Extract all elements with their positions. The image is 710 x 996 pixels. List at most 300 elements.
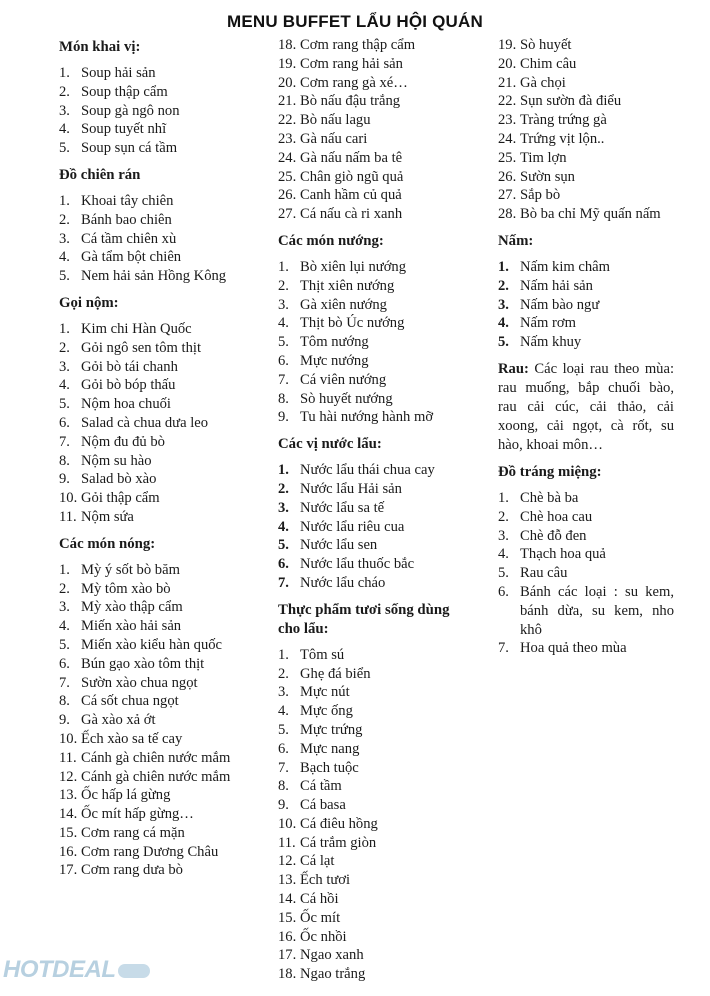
menu-item (498, 36, 674, 55)
item-name: Hoa quả theo mùa (520, 640, 627, 657)
menu-item (278, 777, 456, 796)
item-name: Soup sụn cá tầm (81, 140, 178, 157)
section-heading: Đồ chiên rán (59, 166, 141, 183)
item-name: Mỳ xào thập cẩm (81, 599, 183, 616)
menu-item (59, 64, 235, 83)
item-name: Nộm hoa chuối (81, 396, 171, 413)
menu-item (59, 711, 235, 730)
item-number: 10. (278, 815, 297, 832)
item-name: Nước lẩu riêu cua (300, 518, 405, 535)
item-name: Nước lẩu thuốc bắc (300, 556, 415, 573)
item-name: Cá lạt (300, 853, 335, 870)
item-number: 27. (498, 187, 517, 204)
section-heading: Các món nóng: (59, 535, 156, 552)
menu-item (278, 74, 456, 93)
menu-column-2 (278, 36, 456, 984)
item-number: 1. (59, 320, 70, 337)
menu-item (278, 111, 456, 130)
item-number: 6. (498, 583, 509, 600)
item-name: Miến xào hải sản (81, 618, 182, 635)
menu-list (278, 258, 456, 427)
item-number: 13. (59, 787, 78, 804)
menu-item (59, 617, 235, 636)
menu-item (278, 721, 456, 740)
item-name: Chè bà ba (520, 489, 579, 506)
item-number: 6. (278, 740, 289, 757)
menu-item (59, 248, 235, 267)
item-number: 18. (278, 966, 297, 983)
menu-item (59, 824, 235, 843)
item-number: 1. (278, 258, 289, 275)
item-number: 9. (59, 471, 70, 488)
item-name: Cá điêu hồng (300, 815, 378, 832)
item-number: 2. (498, 277, 509, 294)
item-number: 3. (59, 230, 70, 247)
item-name: Cá hồi (300, 891, 339, 908)
item-number: 1. (278, 462, 289, 479)
item-name: Cá tầm (300, 778, 342, 795)
menu-item (278, 965, 456, 984)
item-name: Chim câu (520, 55, 577, 72)
item-number: 7. (59, 433, 70, 450)
item-name: Cá sốt chua ngọt (81, 693, 179, 710)
item-name: Cánh gà chiên nước mắm (81, 749, 231, 766)
item-name: Ốc mít (300, 909, 341, 926)
rau-text: Các loại rau theo mùa: rau muống, bắp chuối bào, rau cải cúc, cải thảo, cải xoong, cải ngọt, cà rốt, su hào, khoai môn… (498, 360, 675, 453)
item-name: Mực nướng (300, 352, 369, 369)
item-name: Gà xào xả ớt (81, 712, 156, 729)
menu-item (59, 470, 235, 489)
menu-item (278, 796, 456, 815)
menu-item (278, 665, 456, 684)
item-number: 11. (59, 749, 77, 766)
menu-item (59, 805, 235, 824)
item-name: Nước lẩu cháo (300, 574, 386, 591)
item-number: 3. (59, 358, 70, 375)
item-number: 1. (498, 489, 509, 506)
menu-item (278, 740, 456, 759)
menu-item (278, 499, 456, 518)
item-number: 13. (278, 872, 297, 889)
item-name: Ngao trắng (300, 966, 366, 983)
item-name: Thạch hoa quả (520, 546, 606, 563)
item-name: Mực trứng (300, 721, 363, 738)
item-number: 10. (59, 490, 78, 507)
section-heading: Các vị nước lẩu: (278, 436, 382, 453)
menu-item (278, 92, 456, 111)
menu-item (59, 768, 235, 787)
item-name: Nước lẩu thái chua cay (300, 462, 435, 479)
menu-item (498, 564, 674, 583)
menu-item (59, 395, 235, 414)
item-name: Chè đỗ đen (520, 527, 587, 544)
item-name: Sụn sườn đà điểu (520, 93, 622, 110)
item-number: 11. (278, 834, 296, 851)
item-number: 18. (278, 37, 297, 53)
item-name: Chân giò ngũ quả (300, 168, 404, 185)
item-number: 7. (278, 759, 289, 776)
menu-item (278, 36, 456, 55)
item-number: 23. (278, 130, 297, 147)
item-number: 22. (498, 93, 517, 110)
item-number: 19. (498, 37, 517, 53)
menu-item (278, 928, 456, 947)
menu-item (278, 909, 456, 928)
menu-item (278, 536, 456, 555)
item-name: Sò huyết nướng (300, 390, 393, 407)
item-name: Nộm su hào (81, 452, 152, 469)
menu-item (59, 433, 235, 452)
item-name: Rau câu (520, 565, 568, 582)
item-number: 11. (59, 508, 77, 525)
item-number: 2. (59, 211, 70, 228)
item-number: 19. (278, 55, 297, 72)
item-name: Ếch tươi (300, 872, 351, 889)
item-name: Mực ống (300, 703, 353, 720)
menu-item (278, 277, 456, 296)
item-name: Cá nấu cà ri xanh (300, 206, 403, 223)
item-name: Sườn sụn (520, 168, 575, 185)
section-heading: Các món nướng: (278, 232, 384, 249)
item-name: Nấm kim châm (520, 258, 610, 275)
rau-label: Rau: (498, 360, 529, 377)
item-number: 2. (498, 508, 509, 525)
menu-item (278, 296, 456, 315)
item-name: Cơm rang cá mặn (81, 824, 185, 841)
menu-item (59, 414, 235, 433)
menu-item (498, 489, 674, 508)
item-name: Nộm đu đủ bò (81, 433, 165, 450)
item-number: 8. (59, 693, 70, 710)
item-number: 5. (59, 636, 70, 653)
item-name: Bánh bao chiên (81, 211, 172, 228)
menu-list (59, 64, 235, 158)
item-name: Miến xào kiểu hàn quốc (81, 636, 223, 653)
menu-item (498, 639, 674, 658)
item-name: Soup hải sản (81, 65, 156, 81)
item-number: 20. (498, 55, 517, 72)
menu-item (278, 130, 456, 149)
item-number: 5. (59, 396, 70, 413)
item-number: 6. (59, 655, 70, 672)
item-name: Canh hầm củ quả (300, 187, 402, 204)
item-number: 15. (59, 824, 78, 841)
menu-item (59, 452, 235, 471)
item-number: 5. (498, 565, 509, 582)
item-number: 3. (59, 599, 70, 616)
item-name: Nấm khuy (520, 334, 582, 351)
item-name: Cá trắm giòn (300, 834, 377, 851)
item-name: Cơm rang hải sản (300, 55, 403, 72)
item-number: 4. (498, 546, 509, 563)
item-name: Salad cà chua dưa leo (81, 414, 209, 431)
item-name: Cá tầm chiên xù (81, 230, 177, 247)
item-number: 12. (278, 853, 297, 870)
item-number: 5. (278, 537, 289, 554)
menu-item (59, 786, 235, 805)
menu-item (498, 186, 674, 205)
item-number: 4. (278, 315, 289, 332)
item-name: Cơm rang gà xé… (300, 74, 408, 91)
item-number: 4. (59, 377, 70, 394)
menu-item (59, 192, 235, 211)
menu-item (278, 314, 456, 333)
menu-title: MENU BUFFET LẨU HỘI QUÁN (226, 12, 483, 31)
item-name: Gà nấu cari (300, 130, 368, 147)
item-number: 10. (59, 730, 78, 747)
item-name: Mực nang (300, 740, 360, 757)
menu-item (59, 489, 235, 508)
item-name: Soup gà ngô non (81, 102, 180, 119)
item-number: 6. (278, 556, 289, 573)
item-name: Chè hoa cau (520, 508, 593, 525)
menu-item (498, 130, 674, 149)
item-number: 24. (278, 149, 297, 166)
menu-item (498, 92, 674, 111)
item-number: 9. (59, 712, 70, 729)
item-name: Nước lẩu sen (300, 537, 378, 554)
item-number: 16. (278, 928, 297, 945)
item-name: Bò xiên lụi nướng (300, 258, 407, 275)
item-number: 7. (59, 674, 70, 691)
item-number: 15. (278, 909, 297, 926)
menu-item (59, 843, 235, 862)
item-name: Gà chọi (520, 74, 566, 91)
menu-item (59, 376, 235, 395)
menu-item (498, 296, 674, 315)
item-name: Mỳ tôm xào bò (81, 580, 171, 597)
menu-item (278, 815, 456, 834)
item-name: Nước lẩu sa tế (300, 499, 385, 516)
menu-item (278, 205, 456, 224)
item-name: Bánh các loại : su kem, bánh dừa, su kem, nho khô (520, 583, 674, 638)
item-name: Cá viên nướng (300, 371, 387, 388)
item-number: 17. (278, 947, 297, 964)
item-number: 4. (59, 618, 70, 635)
menu-item (278, 683, 456, 702)
menu-item (278, 574, 456, 593)
item-name: Bò ba chỉ Mỹ quấn nấm (520, 206, 661, 223)
item-number: 8. (278, 778, 289, 795)
item-name: Trứng vịt lộn.. (520, 130, 605, 147)
item-name: Sò huyết (520, 37, 572, 53)
menu-item (278, 646, 456, 665)
menu-item (59, 102, 235, 121)
item-number: 4. (278, 518, 289, 535)
item-name: Gà nấu nấm ba tê (300, 149, 403, 166)
item-name: Soup thập cẩm (81, 83, 168, 100)
item-number: 2. (278, 665, 289, 682)
menu-item (59, 730, 235, 749)
menu-item (59, 339, 235, 358)
item-number: 9. (278, 797, 289, 814)
watermark-text: HOTDEAL (3, 956, 116, 983)
menu-item (59, 561, 235, 580)
item-name: Ốc nhồi (300, 928, 347, 945)
item-number: 12. (59, 768, 78, 785)
item-name: Tim lợn (520, 149, 567, 166)
item-name: Nấm hải sản (520, 277, 593, 294)
item-name: Nấm bào ngư (520, 296, 600, 313)
item-name: Khoai tây chiên (81, 192, 174, 209)
menu-item (498, 205, 674, 224)
menu-item (278, 834, 456, 853)
item-number: 28. (498, 206, 517, 223)
watermark-mark (118, 964, 150, 978)
menu-item (59, 139, 235, 158)
item-name: Soup tuyết nhĩ (81, 121, 167, 138)
menu-list (59, 192, 235, 286)
section-heading: Gọi nộm: (59, 294, 119, 311)
watermark-logo (3, 956, 150, 984)
item-number: 2. (59, 580, 70, 597)
item-name: Sắp bò (520, 187, 561, 204)
item-number: 3. (59, 102, 70, 119)
item-number: 2. (59, 83, 70, 100)
menu-item (498, 111, 674, 130)
menu-item (59, 83, 235, 102)
menu-item (59, 655, 235, 674)
menu-list (59, 320, 235, 527)
menu-item (498, 74, 674, 93)
menu-item (278, 186, 456, 205)
item-name: Gỏi ngô sen tôm thịt (81, 339, 201, 356)
item-number: 24. (498, 130, 517, 147)
item-name: Bò nấu lagu (300, 112, 371, 129)
menu-list (59, 561, 235, 881)
menu-item (278, 408, 456, 427)
menu-item (278, 702, 456, 721)
item-name: Tràng trứng gà (520, 112, 607, 129)
menu-list (278, 646, 456, 984)
section-heading: Thực phẩm tươi sống dùng cho lẩu: (278, 601, 450, 637)
menu-item (498, 333, 674, 352)
item-number: 5. (498, 334, 509, 351)
item-number: 4. (59, 249, 70, 266)
item-number: 26. (498, 168, 517, 185)
item-number: 4. (278, 703, 289, 720)
menu-item (278, 390, 456, 409)
item-name: Tôm nướng (300, 334, 369, 351)
menu-item (278, 946, 456, 965)
item-name: Cơm rang dưa bò (81, 862, 183, 879)
item-name: Bò nấu đậu trắng (300, 93, 401, 110)
menu-column-1 (59, 38, 235, 880)
menu-item (59, 861, 235, 880)
item-number: 8. (59, 452, 70, 469)
menu-item (498, 168, 674, 187)
item-number: 1. (59, 65, 70, 81)
menu-item (278, 149, 456, 168)
menu-item (278, 371, 456, 390)
item-number: 7. (498, 640, 509, 657)
menu-item (59, 749, 235, 768)
menu-item (498, 277, 674, 296)
item-name: Tôm sú (300, 646, 345, 663)
item-number: 16. (59, 843, 78, 860)
item-name: Sườn xào chua ngọt (81, 674, 198, 691)
menu-item (498, 258, 674, 277)
menu-list (498, 489, 674, 658)
item-number: 25. (498, 149, 517, 166)
item-number: 14. (278, 891, 297, 908)
item-name: Cá basa (300, 797, 346, 814)
menu-item (278, 759, 456, 778)
item-number: 1. (278, 646, 289, 663)
item-number: 26. (278, 187, 297, 204)
menu-item (498, 583, 674, 639)
item-name: Bạch tuộc (300, 759, 359, 776)
item-name: Bún gạo xào tôm thịt (81, 655, 205, 672)
item-name: Ốc hấp lá gừng (81, 787, 171, 804)
menu-item (59, 120, 235, 139)
item-name: Gà tẩm bột chiên (81, 249, 182, 266)
item-number: 3. (278, 499, 289, 516)
menu-item (278, 461, 456, 480)
item-name: Tu hài nướng hành mỡ (300, 409, 434, 426)
item-number: 1. (498, 258, 509, 275)
item-number: 27. (278, 206, 297, 223)
item-name: Kim chi Hàn Quốc (81, 320, 192, 337)
menu-item (59, 211, 235, 230)
item-name: Ếch xào sa tế cay (81, 730, 183, 747)
menu-item (278, 258, 456, 277)
item-number: 2. (59, 339, 70, 356)
item-name: Thịt xiên nướng (300, 277, 395, 294)
item-number: 4. (498, 315, 509, 332)
menu-list (278, 36, 456, 224)
menu-item (498, 55, 674, 74)
item-name: Nước lẩu Hải sản (300, 480, 402, 497)
item-name: Salad bò xào (81, 471, 157, 488)
item-number: 4. (59, 121, 70, 138)
item-name: Ghẹ đá biển (300, 665, 371, 682)
item-number: 3. (278, 296, 289, 313)
menu-item (278, 871, 456, 890)
menu-item (278, 518, 456, 537)
item-number: 2. (278, 277, 289, 294)
menu-item (498, 314, 674, 333)
menu-item (278, 168, 456, 187)
item-name: Ốc mít hấp gừng… (81, 806, 194, 823)
menu-item (59, 230, 235, 249)
menu-item (59, 508, 235, 527)
item-name: Gà xiên nướng (300, 296, 387, 313)
item-number: 21. (498, 74, 517, 91)
item-name: Nấm rơm (520, 315, 576, 332)
menu-item (278, 890, 456, 909)
section-heading: Món khai vị: (59, 39, 141, 55)
item-number: 7. (278, 574, 289, 591)
item-number: 6. (59, 414, 70, 431)
item-number: 17. (59, 862, 78, 879)
menu-item (278, 480, 456, 499)
item-name: Thịt bò Úc nướng (300, 315, 405, 332)
item-number: 3. (498, 527, 509, 544)
item-number: 22. (278, 112, 297, 129)
item-number: 14. (59, 806, 78, 823)
menu-item (59, 320, 235, 339)
menu-item (59, 267, 235, 286)
item-name: Cơm rang thập cẩm (300, 37, 416, 53)
menu-item (498, 508, 674, 527)
item-number: 1. (59, 561, 70, 578)
item-name: Nộm sứa (81, 508, 134, 525)
menu-item (278, 333, 456, 352)
item-number: 8. (278, 390, 289, 407)
item-number: 5. (59, 140, 70, 157)
menu-item (498, 149, 674, 168)
